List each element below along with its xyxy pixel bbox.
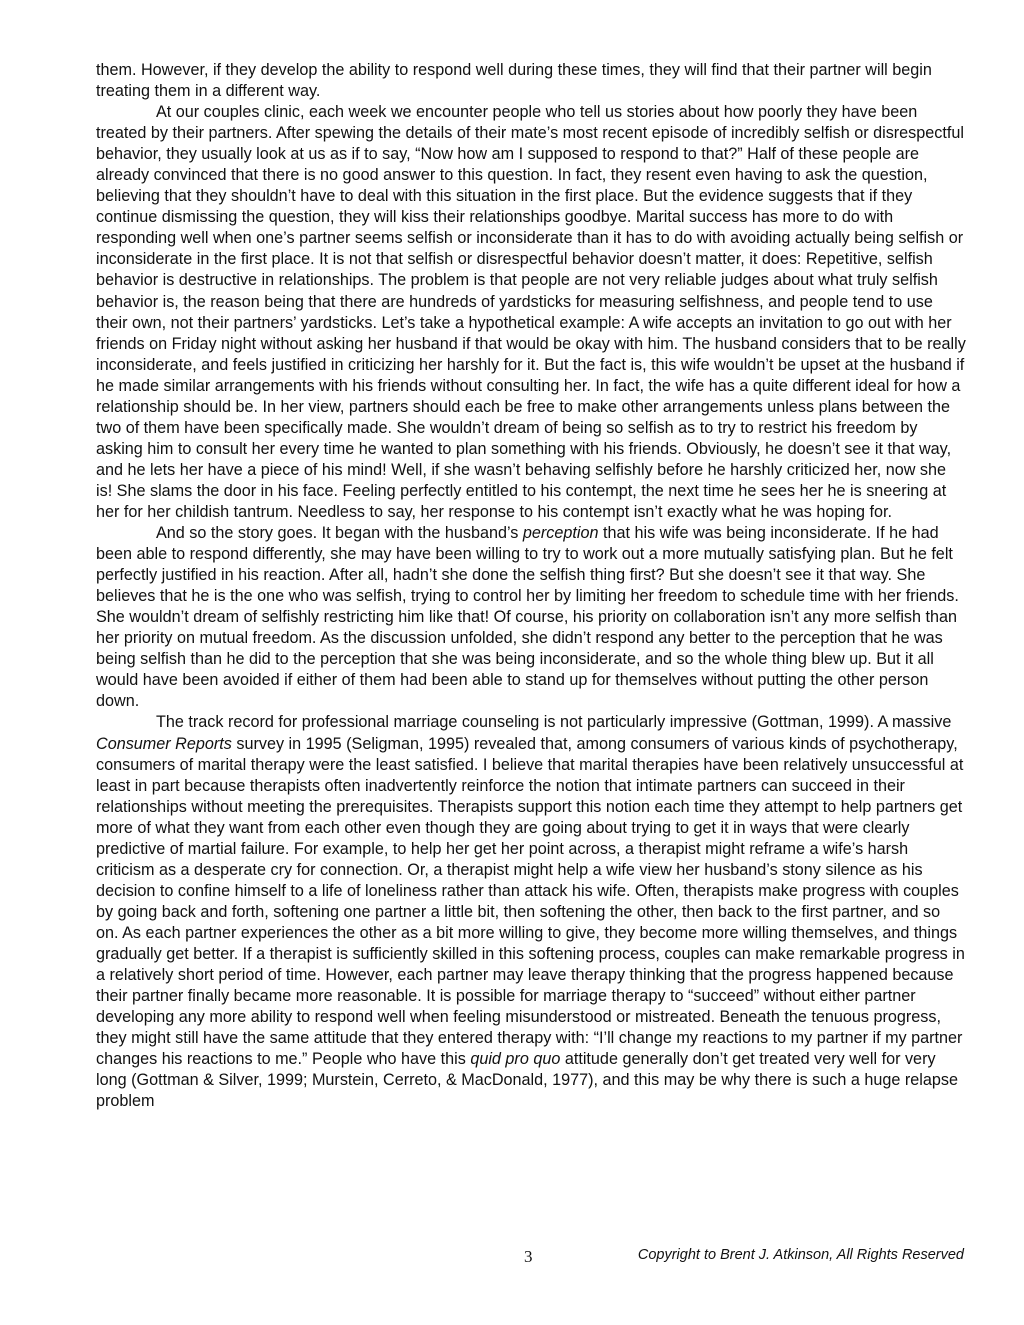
italic-text: Consumer Reports: [96, 734, 232, 753]
text-run: At our couples clinic, each week we encounter people who tell us stories about how poorly they have been treated by their partners. After spewing the details of their mate’s most recent episode of incredibly selfish or disrespectful behavior, they usually look at us as if to say, “Now how am I supposed to respond to that?” Half of these people are already convinced that there is no good answer to this question. In fact, they resent even having to ask the question, believing that they shouldn’t have to deal with this situation in the first place. But the evidence suggests that if they continue dismissing the question, they will kiss their relationships goodbye. Marital success has more to do with responding well when one’s partner seems selfish or inconsiderate than it has to do with avoiding actually being selfish or inconsiderate in the first place. It is not that selfish or disrespectful behavior doesn’t matter, it does: Repetitive, selfish behavior is destructive in relationships. The problem is that people are not very reliable judges about what truly selfish behavior is, the reason being that there are hundreds of yardsticks for measuring selfishness, and people tend to use their own, not their partners’ yardsticks. Let’s take a hypothetical example: A wife accepts an invitation to go out with her friends on Friday night without asking her husband if that would be okay with him. The husband considers that to be really inconsiderate, and feels justified in criticizing her harshly for it. But the fact is, this wife wouldn’t be upset at the husband if he made similar arrangements with his friends without consulting her. In fact, the wife has a quite different ideal for how a relationship should be. In her view, partners should each be free to make other arrangements unless plans between the two of them have been specifically made. She wouldn’t dream of being so selfish as to try to restrict his freedom by asking him to consult her every time he wanted to plan something with his friends. Obviously, he doesn’t see it that way, and he lets her have a piece of his mind! Well, if she wasn’t behaving selfishly before he harshly criticized her, now she is! She slams the door in his face. Feeling perfectly entitled to his contempt, the next time he sees her he is sneering at her for her childish tantrum. Needless to say, her response to his contempt isn’t exactly what he was hoping for.: [96, 103, 966, 521]
text-run: The track record for professional marriage counseling is not particularly impressive (Gottman, 1999). A massive: [156, 713, 952, 732]
body-paragraph: [96, 712, 966, 1112]
copyright-notice: Copyright to Brent J. Atkinson, All Rights Reserved: [637, 1247, 964, 1263]
body-paragraph: [96, 523, 966, 712]
paragraph-list: [96, 60, 966, 1112]
text-run: them. However, if they develop the ability to respond well during these times, they will find that their partner will begin treating them in a different way.: [96, 61, 932, 101]
page-body: [96, 60, 966, 1112]
body-paragraph: [96, 102, 966, 523]
page-number: 3: [524, 1247, 533, 1266]
text-run: survey in 1995 (Seligman, 1995) revealed that, among consumers of various kinds of psychotherapy, consumers of marital therapy were the least satisfied. I believe that marital therapies have been relatively unsuccessful at least in part because therapists often inadvertently reinforce the notion that intimate partners can succeed in their relationships without meeting the prerequisites. Therapists support this notion each time they attempt to help partners get more of what they want from each other even though they are going about trying to get it in ways that were clearly predictive of martial failure. For example, to help her get her point across, a therapist might reframe a wife’s harsh criticism as a desperate cry for connection. Or, a therapist might help a wife view her husband’s stony silence as his decision to confine himself to a life of loneliness rather than attack his wife. Often, therapists make progress with couples by going back and forth, softening one partner a little bit, then softening the other, then back to the first partner, and so on. As each partner experiences the other as a bit more willing to give, they become more willing themselves, and things gradually get better. If a therapist is sufficiently skilled in this softening process, couples can make remarkable progress in a relatively short period of time. However, each partner may leave therapy thinking that the progress happened because their partner finally became more reasonable. It is possible for marriage therapy to “succeed” without either partner developing any more ability to respond well when feeling misunderstood or mistreated. Beneath the tenuous progress, they might still have the same attitude that they entered therapy with: “I’ll change my reactions to my partner if my partner changes his reactions to me.” People who have this: [96, 734, 965, 1069]
body-paragraph: [96, 60, 966, 102]
text-run: that his wife was being inconsiderate. If he had been able to respond differently, she may have been willing to try to work out a more mutually satisfying plan. But he felt perfectly justified in his reaction. After all, hadn’t she done the selfish thing first? But she doesn’t see it that way. She believes that he is the one who was selfish, trying to control her by limiting her freedom to schedule time with her friends. She wouldn’t dream of selfishly restricting him like that! Of course, his priority on collaboration isn’t any more selfish than her priority on mutual freedom. As the discussion unfolded, she didn’t respond any better to the perception that he was being selfish than he did to the perception that she was being inconsiderate, and so the whole thing blew up. But it all would have been avoided if either of them had been able to stand up for themselves without putting the other person down.: [96, 524, 959, 711]
text-run: And so the story goes. It began with the husband’s: [156, 524, 523, 543]
text-run: attitude generally don’t get treated very well for very long (Gottman & Silver, 1999; Murstein, Cerreto, & MacDonald, 1977), and this may be why there is such a huge relapse problem: [96, 1050, 958, 1111]
page-footer: [0, 1245, 1024, 1269]
italic-text: quid pro quo: [470, 1050, 561, 1069]
italic-text: perception: [522, 524, 599, 543]
